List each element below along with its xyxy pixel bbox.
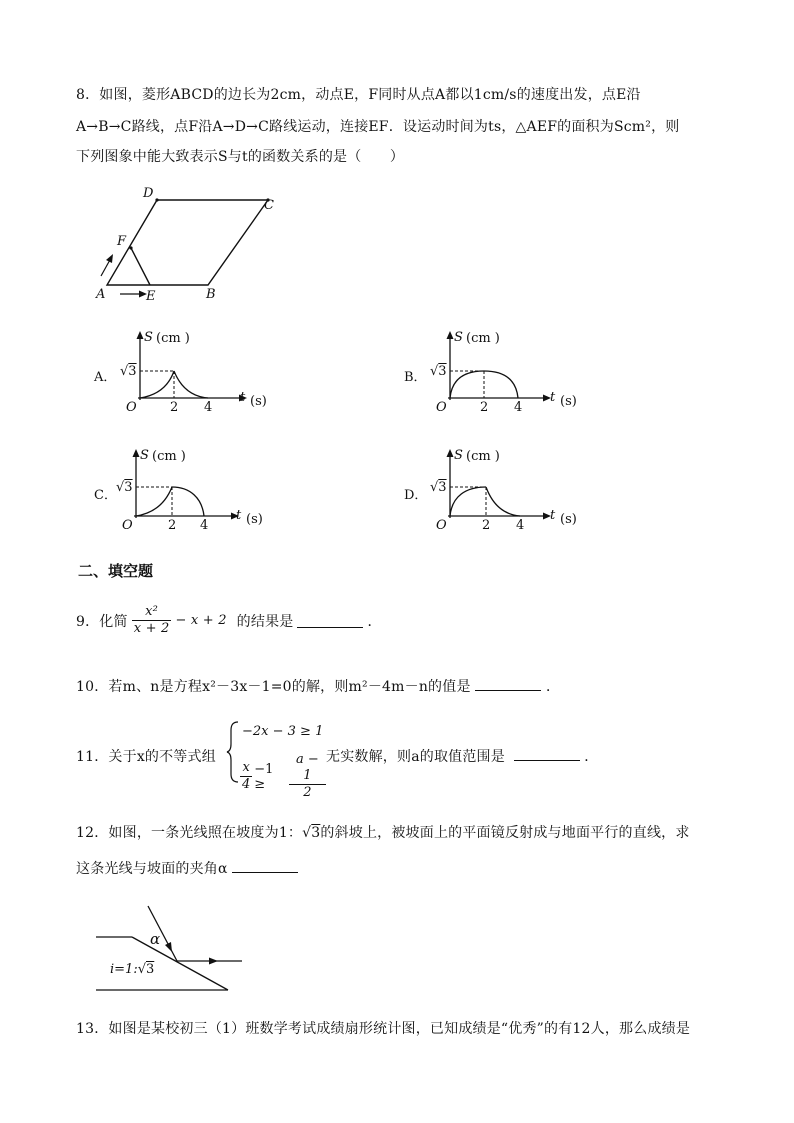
origin-o: O xyxy=(436,518,447,533)
q9-denominator: x + 2 xyxy=(133,621,170,636)
axis-s-unit: (cm ) xyxy=(466,449,500,464)
q11-answer-blank[interactable] xyxy=(514,746,580,761)
q11-suffix: 无实数解，则a的取值范围是 xyxy=(326,749,505,765)
section-heading-fill-in: 二、填空题 xyxy=(78,562,154,580)
q12-sqrt: √3 xyxy=(302,825,321,841)
label-d: D xyxy=(143,186,154,201)
q10-answer-blank[interactable] xyxy=(475,676,541,691)
axis-t: t xyxy=(240,390,246,405)
curve-fall xyxy=(486,487,520,516)
curve-fall xyxy=(174,371,208,398)
q9-suffix: 的结果是 xyxy=(236,613,294,630)
curve-rise xyxy=(140,371,174,398)
axis-t-unit: (s) xyxy=(250,394,267,409)
label-c: C xyxy=(264,198,274,213)
axis-t-unit: (s) xyxy=(560,394,577,409)
q11-ineq-1: −2x − 3 ≥ 1 xyxy=(242,724,324,739)
q10-text: 10．若m、n是方程x²－3x－1=0的解，则m²－4m－n的值是 xyxy=(76,679,471,695)
q10 xyxy=(76,676,560,696)
q11-inequality-system xyxy=(226,718,326,800)
option-d-letter: D． xyxy=(404,488,428,503)
q11-frac-x-over-4 xyxy=(240,760,252,793)
q9-rest: − x + 2 xyxy=(175,613,227,628)
option-c[interactable] xyxy=(94,446,274,536)
slope-figure xyxy=(92,902,252,996)
q11-frac-num: x xyxy=(240,760,252,777)
option-b[interactable] xyxy=(404,328,584,418)
q8-line-3: 下列图象中能大致表示S与t的函数关系的是（ ） xyxy=(76,149,405,165)
origin-o: O xyxy=(126,400,137,415)
rhombus-shape xyxy=(107,200,268,285)
axis-t: t xyxy=(236,508,242,523)
q9-answer-blank[interactable] xyxy=(297,613,363,628)
q12-line-1a: 12．如图，一条光线照在坡度为1： xyxy=(76,825,303,841)
q9-end: ． xyxy=(367,613,382,630)
q9-prefix: 9．化简 xyxy=(76,613,128,630)
q12-answer-blank[interactable] xyxy=(232,858,298,873)
origin-o: O xyxy=(436,400,447,415)
q12-line-1 xyxy=(76,822,690,842)
option-c-letter: C． xyxy=(94,488,117,503)
q10-end: ． xyxy=(545,679,561,695)
tick-4: 4 xyxy=(204,400,213,415)
q11-rest xyxy=(326,746,598,766)
y-axis-arrow xyxy=(447,449,454,457)
sqrt3: √3 xyxy=(430,480,447,495)
point-f xyxy=(129,246,132,249)
option-d[interactable] xyxy=(404,446,584,536)
axis-t: t xyxy=(550,390,556,405)
point-d xyxy=(155,198,158,201)
q8-line-2: A→B→C路线，点F沿A→D→C路线运动，连接EF．设运动时间为ts，△AEF的面积为Scm²，则 xyxy=(76,119,680,135)
tick-4: 4 xyxy=(200,518,209,533)
origin-o: O xyxy=(122,518,133,533)
arrow-head-ad xyxy=(106,254,113,263)
q11-frac-num-2: a − 1 xyxy=(289,752,326,785)
sqrt3: √3 xyxy=(116,480,133,495)
q12-line-1b: 的斜坡上，被坡面上的平面镜反射成与地面平行的直线，求 xyxy=(320,825,690,841)
label-e: E xyxy=(146,289,156,304)
alpha-label: α xyxy=(150,930,161,948)
option-a-letter: A． xyxy=(94,370,117,385)
axis-s: S xyxy=(140,448,149,463)
sqrt3: √3 xyxy=(120,364,137,379)
axis-s: S xyxy=(144,330,153,345)
label-b: B xyxy=(206,287,216,302)
curve-fall xyxy=(172,487,204,516)
tick-2: 2 xyxy=(480,400,489,415)
y-axis-arrow xyxy=(133,449,140,457)
q13-line-1: 13．如图是某校初三（1）班数学考试成绩扇形统计图，已知成绩是“优秀”的有12人，那么成绩是 xyxy=(76,1021,691,1037)
axis-s-unit: (cm ) xyxy=(152,449,186,464)
q11-brace xyxy=(226,720,240,784)
option-a[interactable] xyxy=(94,328,274,418)
sqrt3: √3 xyxy=(430,364,447,379)
q12-line-2-text: 这条光线与坡面的夹角α xyxy=(76,861,228,877)
q11-frac-a-minus-1 xyxy=(289,752,326,801)
q9 xyxy=(76,604,382,637)
axis-s: S xyxy=(454,448,463,463)
q11-prefix: 11．关于x的不等式组 xyxy=(76,749,216,765)
y-axis-arrow xyxy=(137,331,144,339)
q11-end: ． xyxy=(584,749,599,765)
axis-s: S xyxy=(454,330,463,345)
rhombus-figure xyxy=(90,182,290,307)
q11-frac-den: 4 xyxy=(242,777,251,792)
tick-2: 2 xyxy=(482,518,491,533)
axis-s-unit: (cm ) xyxy=(466,331,500,346)
y-axis-arrow xyxy=(447,331,454,339)
tick-2: 2 xyxy=(170,400,179,415)
q12-line-2 xyxy=(76,858,298,878)
q11-ineq-2-mid: −1 ≥ xyxy=(254,761,274,792)
axis-t: t xyxy=(550,508,556,523)
option-b-letter: B． xyxy=(404,370,427,385)
axis-t-unit: (s) xyxy=(246,512,263,527)
tick-4: 4 xyxy=(516,518,525,533)
segment-ef xyxy=(131,248,150,285)
reflected-arrow xyxy=(209,958,218,965)
label-f: F xyxy=(117,234,127,249)
tick-2: 2 xyxy=(168,518,177,533)
slope-ratio-label: i=1:√3 xyxy=(110,962,155,977)
q8-line-1: 8．如图，菱形ABCD的边长为2cm，动点E，F同时从点A都以1cm/s的速度出发，点E沿 xyxy=(76,87,641,103)
curve-rise xyxy=(450,487,486,516)
q9-numerator: x² xyxy=(132,604,172,621)
q9-fraction xyxy=(132,604,172,637)
axis-t-unit: (s) xyxy=(560,512,577,527)
incident-arrow xyxy=(165,942,172,952)
axis-s-unit: (cm ) xyxy=(156,331,190,346)
q11-frac-den-2: 2 xyxy=(303,785,312,800)
curve-rise xyxy=(136,487,172,516)
tick-4: 4 xyxy=(514,400,523,415)
label-a: A xyxy=(96,287,106,302)
slope-diagram xyxy=(92,902,252,996)
